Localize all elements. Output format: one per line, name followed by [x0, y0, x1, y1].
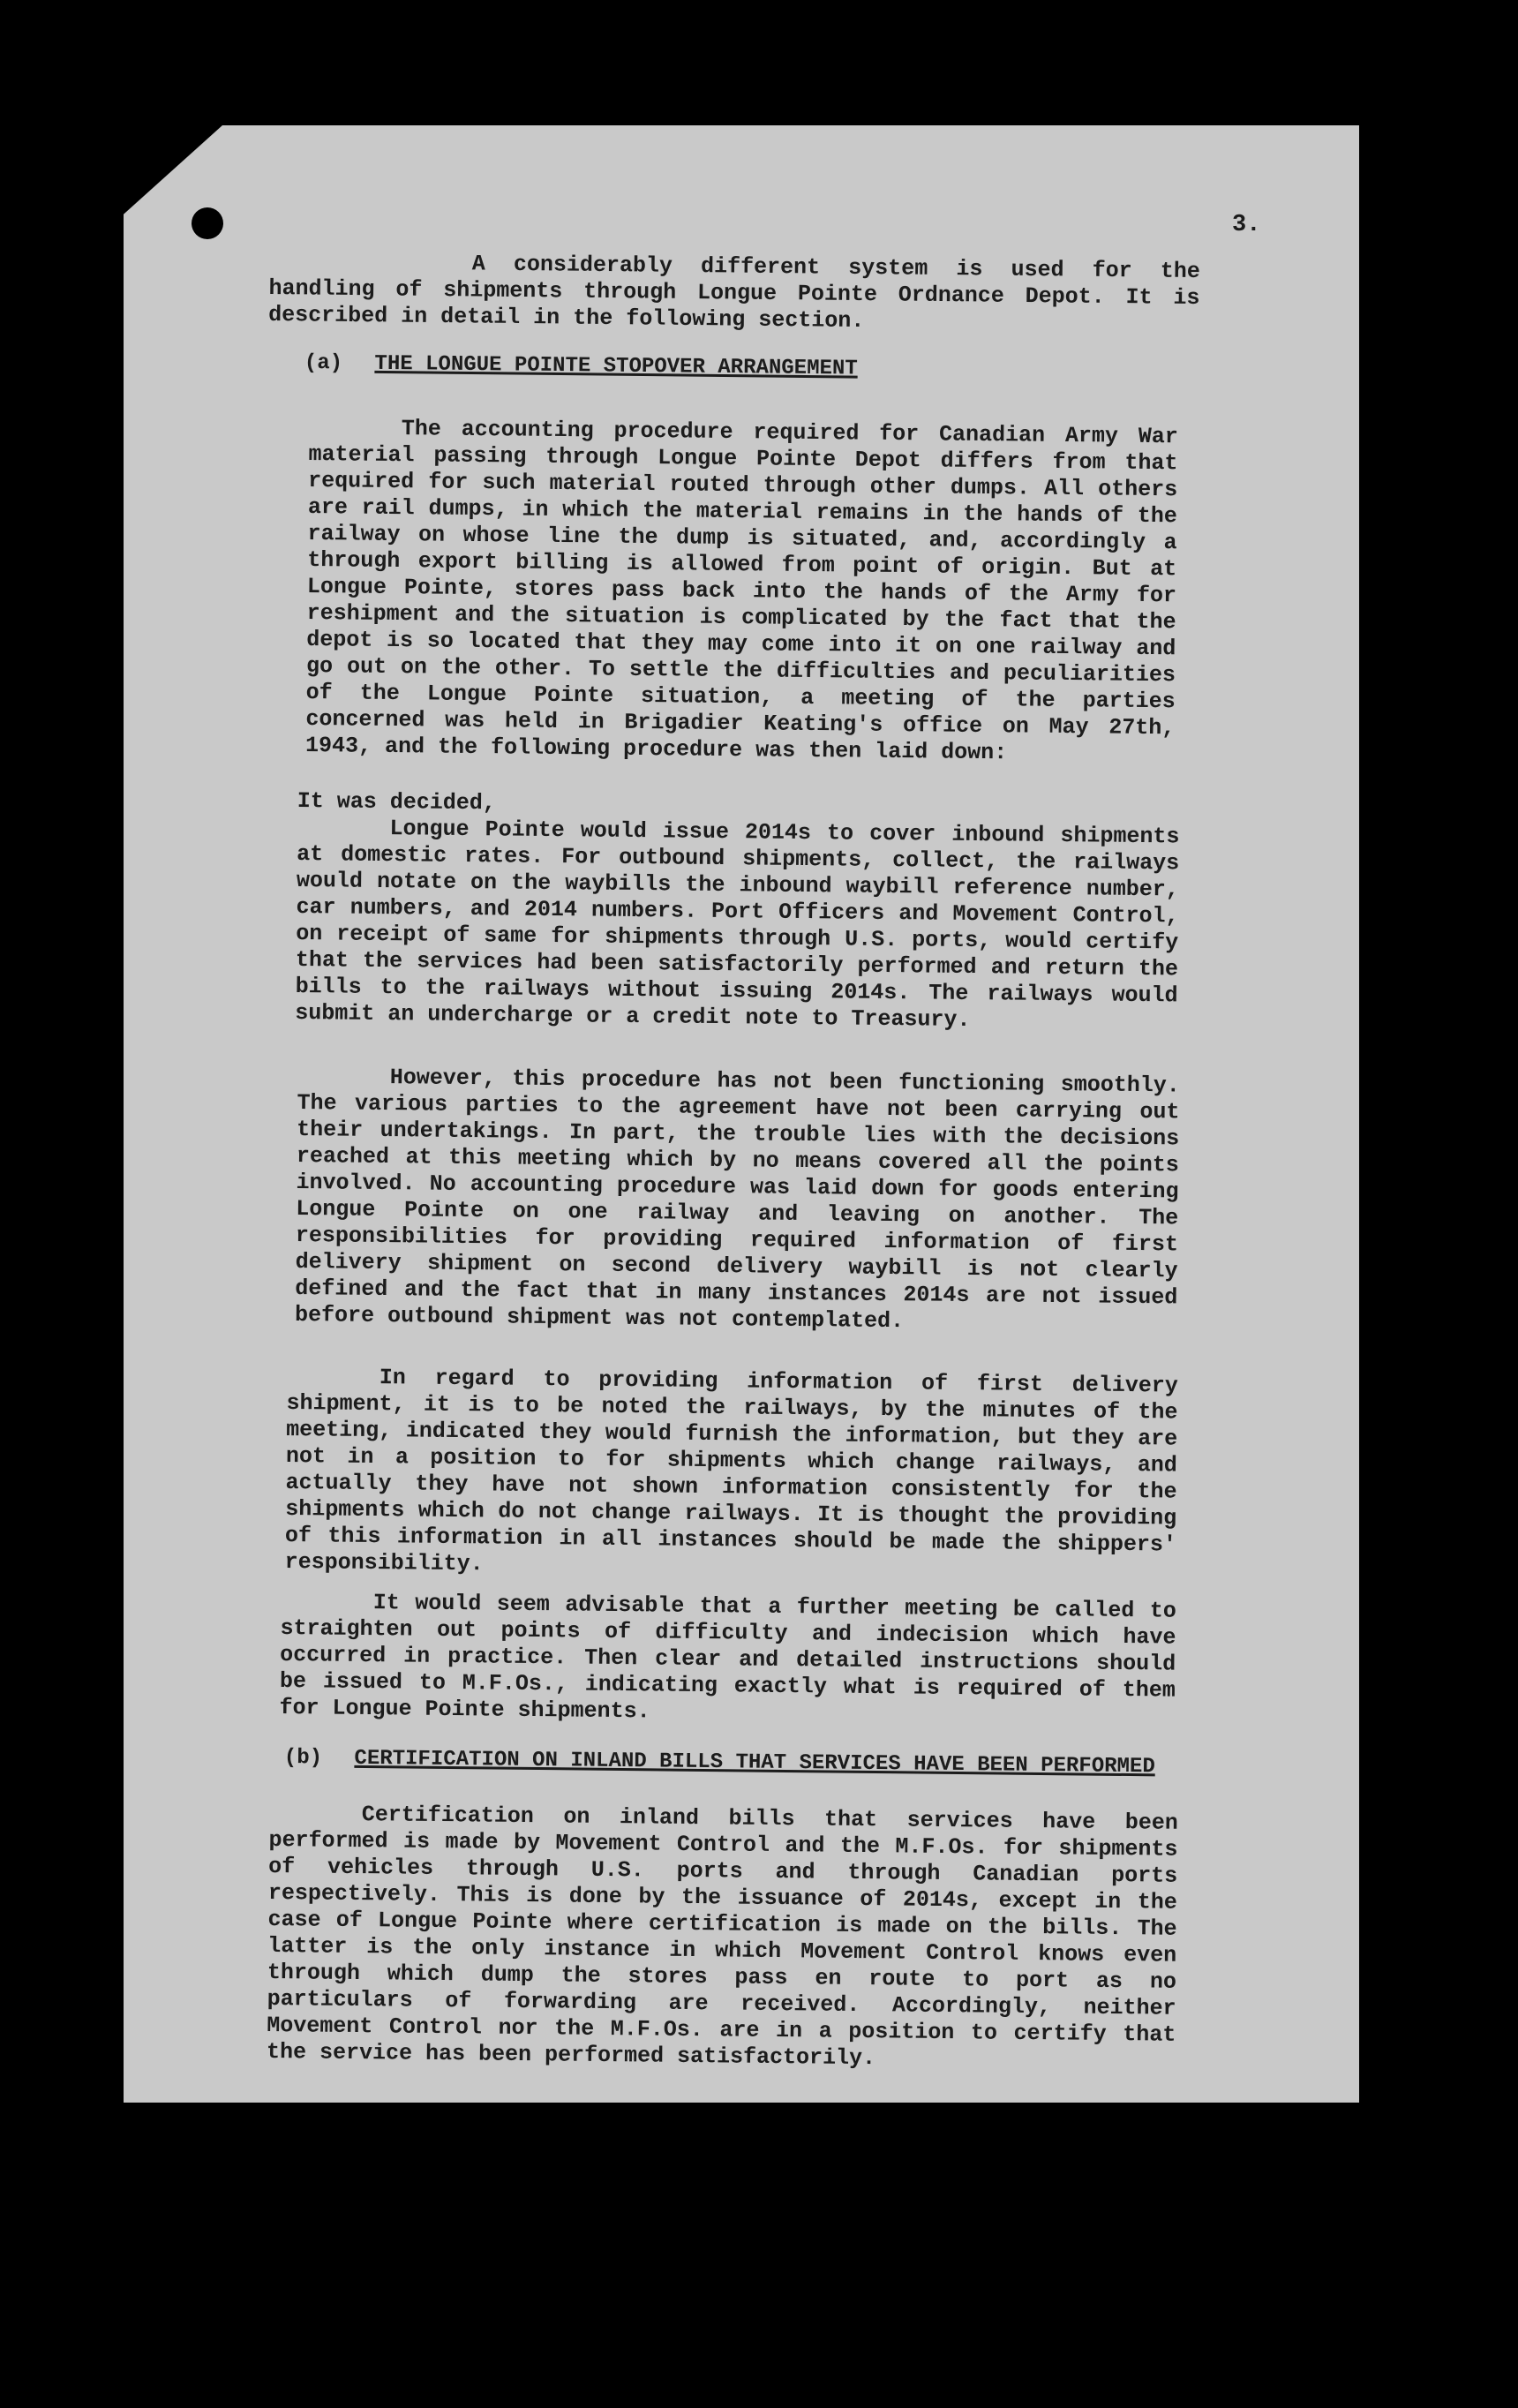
punch-hole [192, 207, 223, 239]
section-a-p1-block [305, 415, 1178, 768]
section-a-p4-block [284, 1364, 1177, 1585]
section-a-paragraph-4: In regard to providing information of first delivery shipment, it is to be noted the railways, by the minutes of the meeting, indicated they would furnish the information, but they are not in a position to for shipments which change railways, and actually they have not shown information consistently for the shipments which do not change railways. It is thought the providing of this information in all instances should be made the shippers' responsibility. [284, 1365, 1178, 1577]
intro-paragraph: A considerably different system is used for the handling of shipments through Longue Pointe Ordnance Depot. It is described in detail in the following section. [268, 251, 1200, 335]
section-b-marker: (b) [283, 1746, 323, 1771]
section-a-p3-block [295, 1064, 1180, 1337]
section-a-marker: (a) [304, 351, 343, 376]
section-a-paragraph-2: Longue Pointe would issue 2014s to cover inbound shipments at domestic rates. For outbound shipments, collect, the railways would notate on the waybills the inbound waybill reference number, car numbers, and 2014 numbers. Port Officers and Movement Control, on receipt of same for shipments through U.S. ports, would certify that the services had been satisfactorily performed and return the bills to the railways without issuing 2014s. The railways would submit an undercharge or a credit note to Treasury. [295, 816, 1180, 1033]
section-a-title: THE LONGUE POINTE STOPOVER ARRANGEMENT [374, 351, 858, 381]
section-a-decided-block [295, 788, 1180, 1035]
section-a-p5-block [279, 1589, 1176, 1731]
intro-block [268, 249, 1200, 338]
section-a-paragraph-5: It would seem advisable that a further meeting be called to straighten out points of difficulty and indecision which have occurred in practice. Then clear and detailed instructions should be issued to M.F.Os., indicating exactly what is required of them for Longue Pointe shipments. [279, 1590, 1176, 1725]
section-a-paragraph-3: However, this procedure has not been functioning smoothly. The various parties to the agreement have not been carrying out their undertakings. In part, the trouble lies with the decisions reached at this meeting which by no means covered all the points involved. No accounting procedure was laid down for goods entering Longue Pointe on one railway and leaving on another. The responsibilities for providing required information of first delivery shipment on second delivery waybill is not clearly defined and the fact that in many instances 2014s are not issued before outbound shipment was not contemplated. [294, 1065, 1180, 1335]
section-b-p1-block [267, 1801, 1178, 2075]
page-number: 3. [1232, 212, 1261, 238]
section-b-title: CERTIFICATION ON INLAND BILLS THAT SERVICES HAVE BEEN PERFORMED [354, 1746, 1155, 1780]
section-b-paragraph-1: Certification on inland bills that services have been performed is made by Movement Control and the M.F.Os. for shipments of vehicles through U.S. ports and through Canadian ports respectively. This is done by the issuance of 2014s, except in the case of Longue Pointe where certification is made on the bills. The latter is the only instance in which Movement Control knows even through which dump the stores pass en route to port as no particulars of forwarding are received. Accordingly, neither Movement Control nor the M.F.Os. are in a position to certify that the service has been performed satisfactorily. [266, 1802, 1178, 2072]
section-a-paragraph-1: The accounting procedure required for Canadian Army War material passing through Longue Pointe Depot differs from that required for such material routed through other dumps. All others are rail dumps, in which the material remains in the hands of the railway on whose line the dump is situated, and, accordingly a through export billing is allowed from point of origin. But at Longue Pointe, stores pass back into the hands of the Army for reshipment and the situation is complicated by the fact that the depot is so located that they may come into it on one railway and go out on the other. To settle the difficulties and peculiarities of the Longue Pointe situation, a meeting of the parties concerned was held in Brigadier Keating's office on May 27th, 1943, and the following procedure was then laid down: [304, 416, 1178, 766]
section-a-decided: It was decided, [297, 788, 497, 816]
